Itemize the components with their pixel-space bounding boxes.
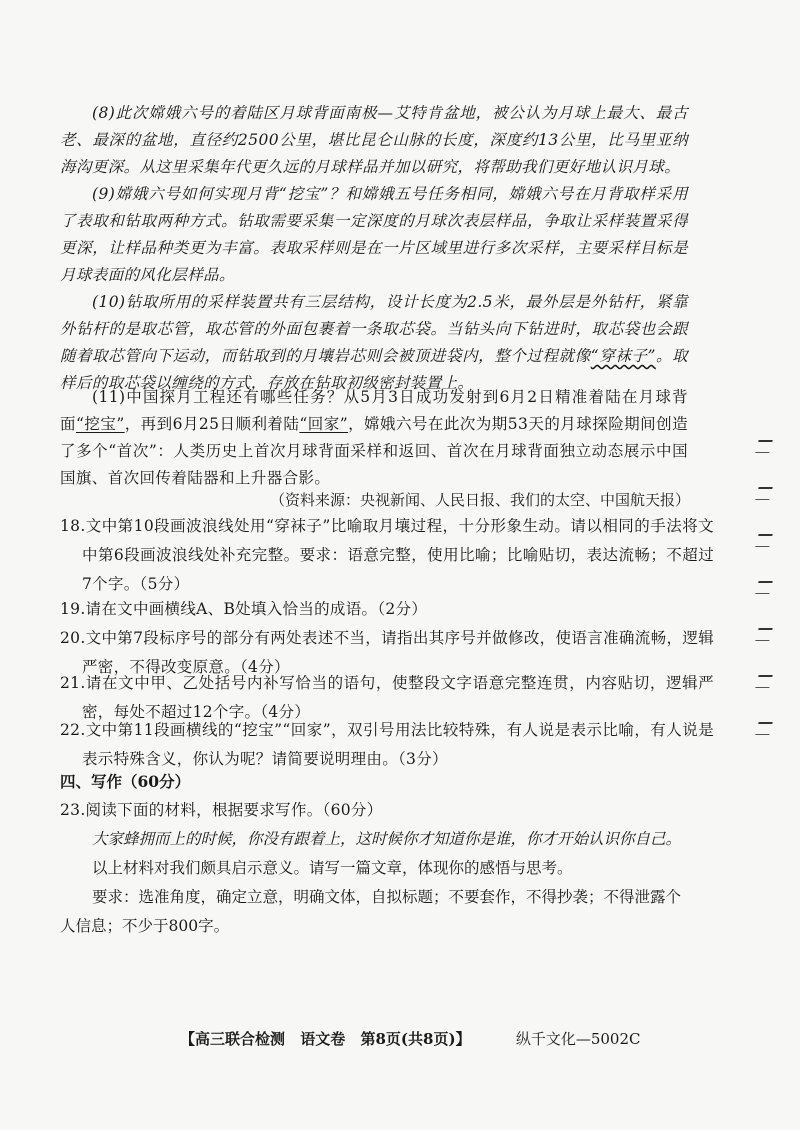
- footer-exam-name: 【高三联合检测: [180, 1030, 286, 1048]
- footer-brand: 纵千文化—5002C: [515, 1030, 641, 1048]
- margin-mark: [755, 534, 772, 547]
- writing-material: 大家蜂拥而上的时候，你没有跟着上，这时候你才知道你是谁，你才开始认识你自己。: [92, 830, 682, 848]
- question-23: 23.阅读下面的材料，根据要求写作。（60分）: [60, 801, 383, 819]
- section-writing-heading: 四、写作（60分）: [60, 772, 191, 791]
- source-citation: （资料来源：央视新闻、人民日报、我们的太空、中国航天报）: [269, 491, 690, 509]
- question-22: 22.文中第11段画横线的“挖宝”“回家”，双引号用法比较特殊，有人说是表示比喻，有人说是表示特殊含义，你认为呢？请简要说明理由。（3分）: [60, 721, 714, 768]
- binding-margin-marks: [752, 440, 776, 735]
- footer-subject: 语文卷: [300, 1030, 346, 1048]
- passage-paragraph-11: [60, 384, 688, 492]
- p11-underline-huijia: “回家”: [299, 415, 349, 433]
- p10-text-before: (10)钻取所用的采样装置共有三层结构，设计长度为2.5米，最外层是外钻杆，紧靠外钻杆的是取芯管，取芯管的外面包裹着一条取芯袋。当钻头向下钻进时，取芯袋也会跟随着取芯管向下运动，而钻取到的月壤岩芯则会被顶进袋内，整个过程就像: [60, 293, 688, 365]
- question-19: 19.请在文中画横线A、B处填入恰当的成语。（2分）: [60, 600, 428, 618]
- writing-prompt: 以上材料对我们颇具启示意义。请写一篇文章，体现你的感悟与思考。: [92, 859, 573, 877]
- passage-paragraph-9: (9)嫦娥六号如何实现月背“挖宝”？和嫦娥五号任务相同，嫦娥六号在月背取样采用了表取和钻取两种方式。钻取需要采集一定深度的月球次表层样品，争取让采样装置采得更深，让样品种类更为丰富。表取采样则是在一片区域里进行多次采样，主要采样目标是月球表面的风化层样品。: [60, 185, 688, 284]
- margin-mark: [755, 581, 772, 594]
- page-footer: [180, 1028, 720, 1049]
- p11-underline-wabao: “挖宝”: [75, 415, 125, 433]
- margin-mark: [755, 722, 772, 735]
- footer-page-number: 第8页(共8页)】: [360, 1030, 471, 1048]
- question-20: 20.文中第7段标序号的部分有两处表述不当，请指出其序号并做修改，使语言准确流畅，逻辑严密，不得改变原意。（4分）: [60, 629, 714, 676]
- p10-wavy-line: “穿袜子”: [590, 347, 656, 365]
- p11-text-b: ，再到6月25日顺利着陆: [124, 415, 300, 433]
- margin-mark: [755, 675, 772, 688]
- margin-mark: [755, 628, 772, 641]
- p11-text-c: ，嫦娥六号在此次为期53天的月球探险期间创造了多个“首次”：人类历史上首次月球背面采样和返回、首次在月球背面独立动态展示中国国旗、首次回传着陆器和上升器合影。: [60, 415, 688, 487]
- passage-paragraph-10: [60, 289, 688, 397]
- p10-text-after: 。取样后的取芯袋以缠绕的方式，存放在钻取初级密封装置上。: [60, 347, 688, 392]
- margin-mark: [755, 440, 772, 453]
- passage-paragraph-8: (8)此次嫦娥六号的着陆区月球背面南极—艾特肯盆地，被公认为月球上最大、最古老、最深的盆地，直径约2500公里，堪比昆仑山脉的长度，深度约13公里，比马里亚纳海沟更深。从这里采集年代更久远的月球样品并加以研究，将帮助我们更好地认识月球。: [60, 104, 688, 176]
- question-21: 21.请在文中甲、乙处括号内补写恰当的语句，使整段文字语意完整连贯，内容贴切，逻辑严密，每处不超过12个字。（4分）: [60, 674, 714, 721]
- question-18: 18.文中第10段画波浪线处用“穿袜子”比喻取月壤过程，十分形象生动。请以相同的手法将文中第6段画波浪线处补充完整。要求：语意完整，使用比喻；比喻贴切，表达流畅；不超过7个字。（5分）: [60, 517, 714, 593]
- p11-text-a: (11)中国探月工程还有哪些任务？从5月3日成功发射到6月2日精准着陆在月球背面: [60, 388, 688, 433]
- margin-mark: [755, 487, 772, 500]
- writing-requirement: 要求：选准角度，确定立意，明确文体，自拟标题；不要套作，不得抄袭；不得泄露个人信息；不少于800字。: [60, 888, 682, 935]
